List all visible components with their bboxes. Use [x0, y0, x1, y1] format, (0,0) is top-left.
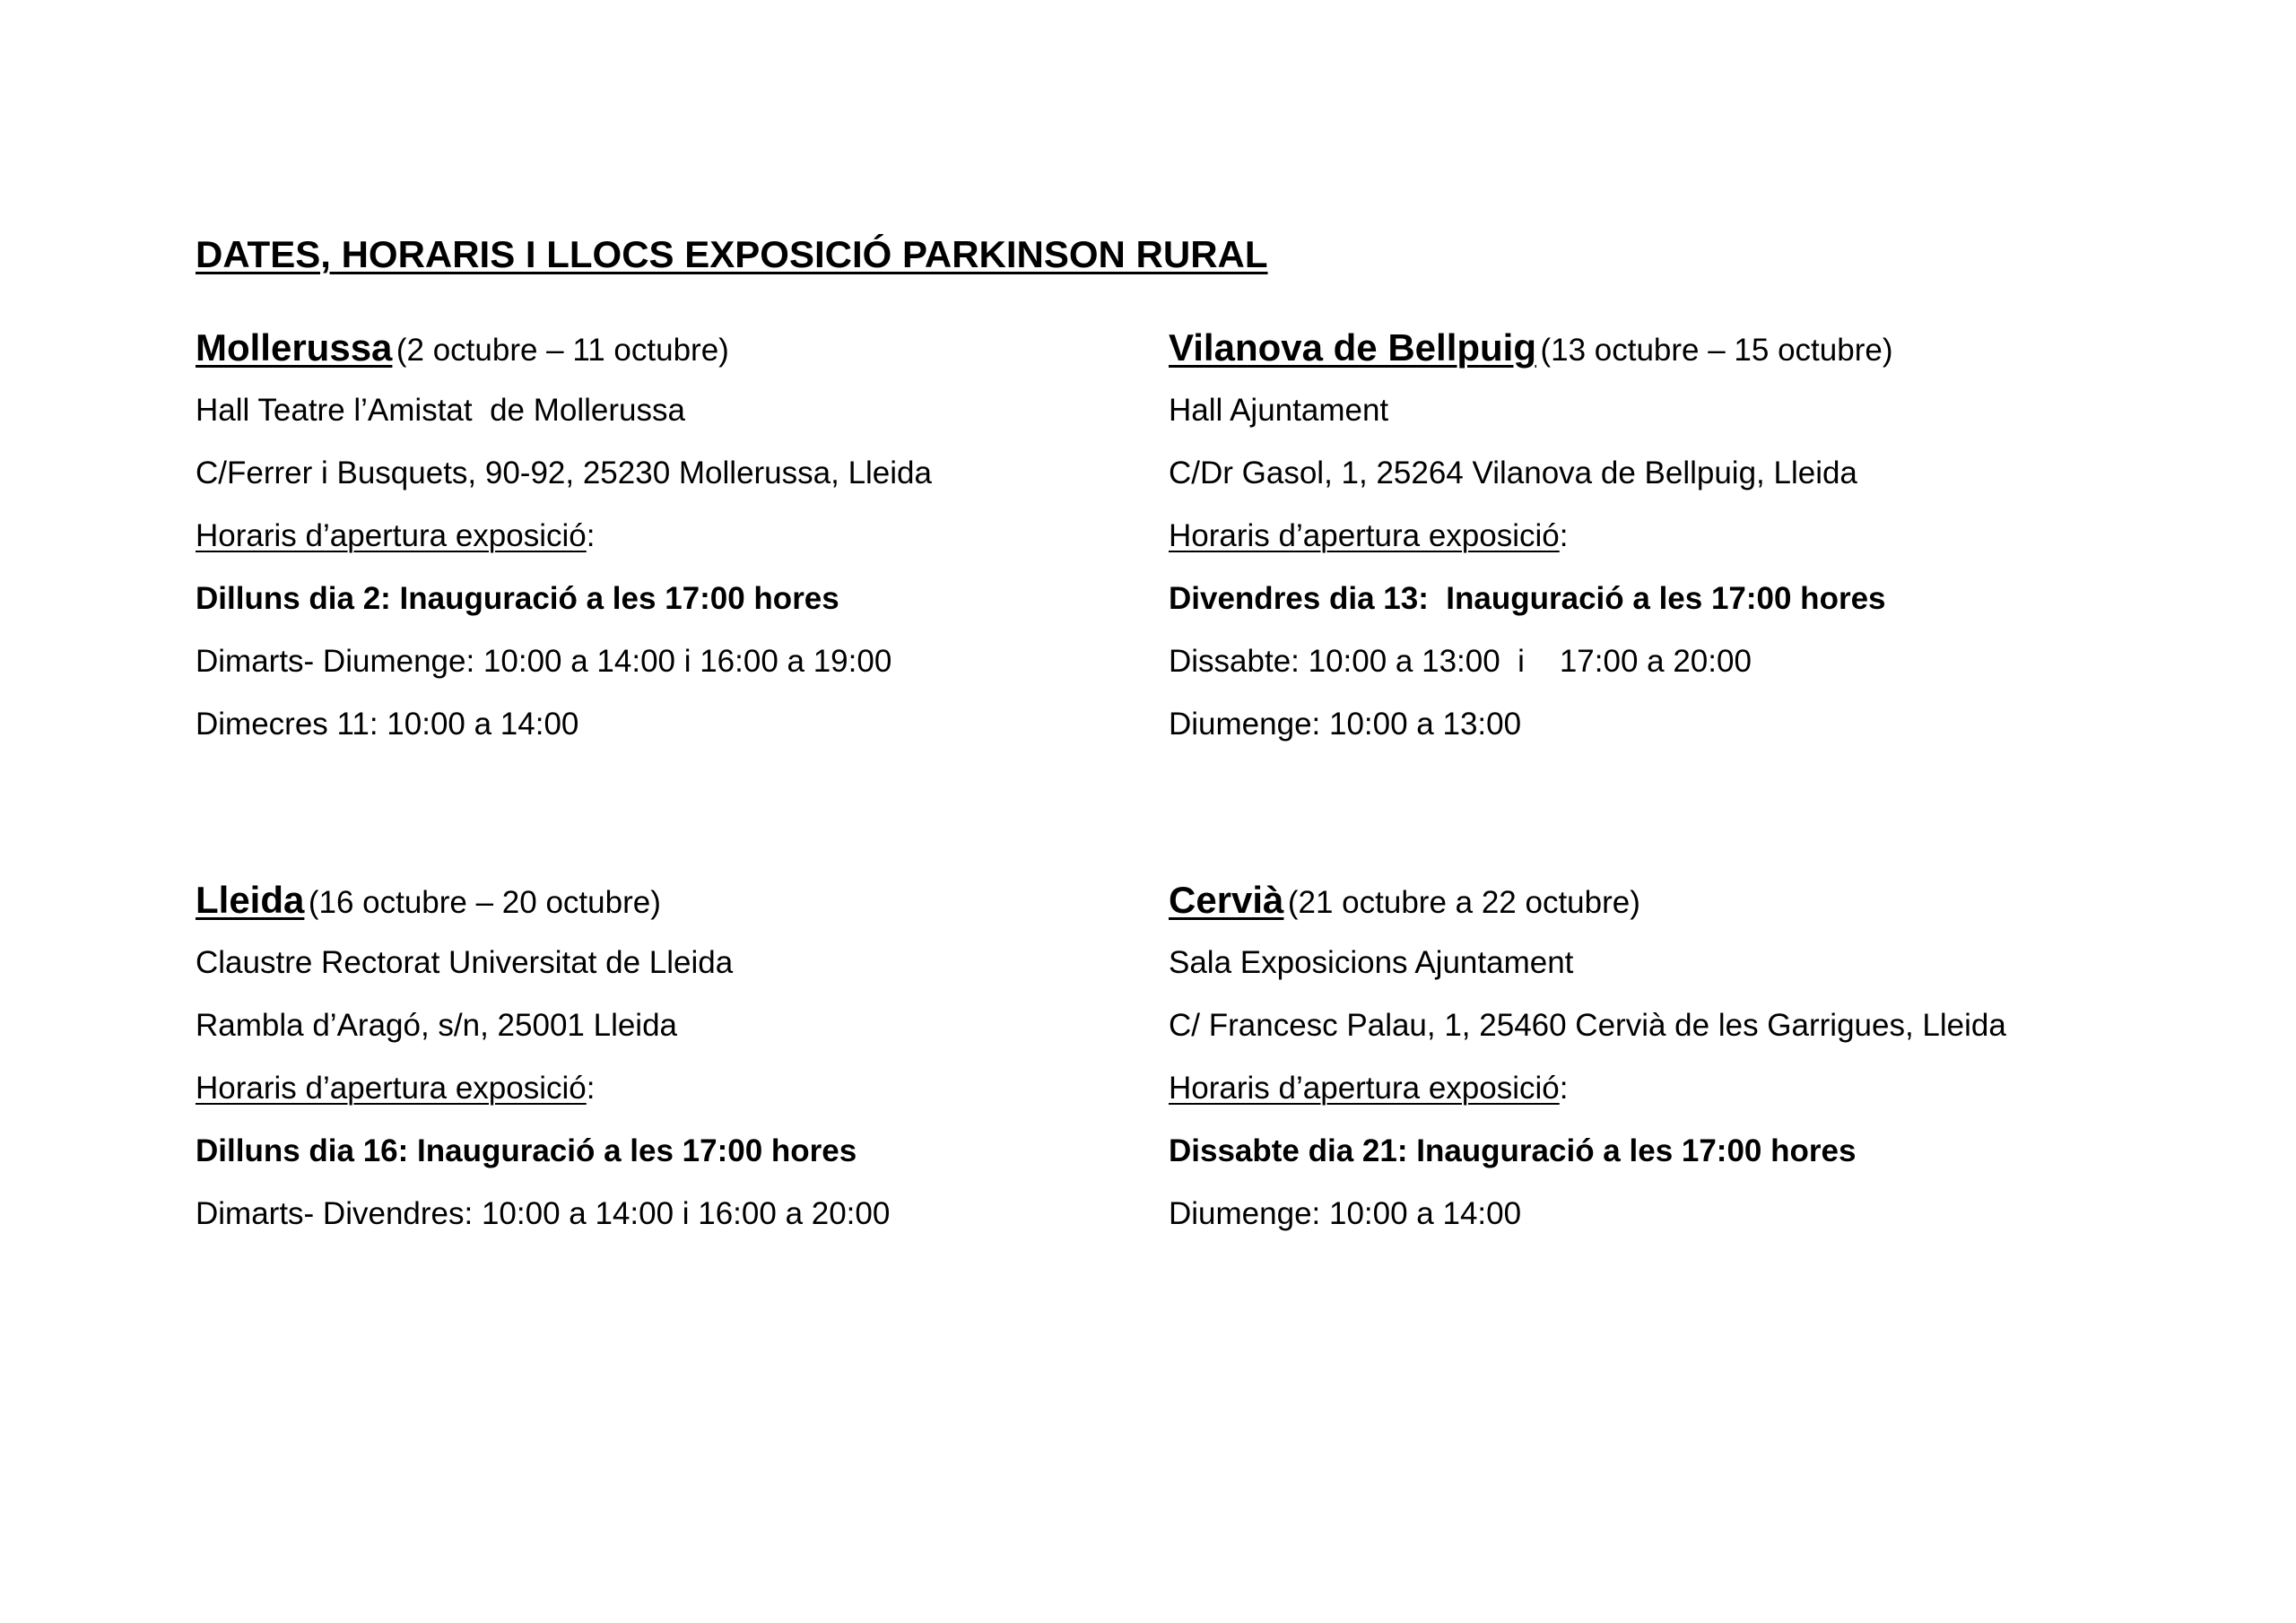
venue-name: Mollerussa	[196, 326, 393, 369]
venue-place: Hall Ajuntament	[1169, 393, 1389, 428]
hours-heading	[196, 1057, 1164, 1120]
venue-place: Claustre Rectorat Universitat de Lleida	[196, 945, 734, 980]
venue-schedule-line: Diumenge: 10:00 a 13:00	[1169, 707, 1522, 742]
venue-inauguration: Dissabte dia 21: Inauguració a les 17:00 hores	[1169, 1133, 1857, 1168]
venue-dates: (2 octubre – 11 octubre)	[396, 333, 729, 368]
venue-lleida	[196, 869, 1164, 1245]
hours-heading-label: Horaris d’apertura exposició	[1169, 518, 1560, 553]
venue-address: C/ Francesc Palau, 1, 25460 Cervià de les Garrigues, Lleida	[1169, 1008, 2006, 1043]
venue-inauguration: Divendres dia 13: Inauguració a les 17:00 hores	[1169, 581, 1886, 616]
venue-schedule-line: Dimarts- Diumenge: 10:00 a 14:00 i 16:00 a 19:00	[196, 644, 892, 679]
venue-schedule-line: Dimecres 11: 10:00 a 14:00	[196, 707, 579, 742]
venue-name: Vilanova de Bellpuig	[1169, 326, 1536, 369]
venue-cervia	[1169, 869, 2137, 1245]
venue-place: Sala Exposicions Ajuntament	[1169, 945, 1574, 980]
venue-header	[1169, 317, 2137, 379]
venue-name: Cervià	[1169, 879, 1284, 921]
venue-inauguration: Dilluns dia 2: Inauguració a les 17:00 hores	[196, 581, 839, 616]
venue-mollerussa	[196, 317, 1164, 756]
document-title: DATES, HORARIS I LLOCS EXPOSICIÓ PARKINSON RURAL	[196, 233, 1268, 275]
venue-header	[196, 317, 1164, 379]
hours-heading-colon: :	[586, 518, 596, 553]
venue-schedule-line: Dimarts- Divendres: 10:00 a 14:00 i 16:00 a 20:00	[196, 1196, 891, 1231]
venue-dates: (13 octubre – 15 octubre)	[1540, 333, 1893, 368]
venue-inauguration: Dilluns dia 16: Inauguració a les 17:00 hores	[196, 1133, 857, 1168]
hours-heading-label: Horaris d’apertura exposició	[196, 1071, 587, 1106]
hours-heading-colon: :	[586, 1071, 596, 1106]
venue-schedule-line: Dissabte: 10:00 a 13:00 i 17:00 a 20:00	[1169, 644, 1752, 679]
hours-heading-label: Horaris d’apertura exposició	[196, 518, 587, 553]
venue-header	[1169, 869, 2137, 932]
venue-address: C/Dr Gasol, 1, 25264 Vilanova de Bellpuig, Lleida	[1169, 456, 1857, 490]
hours-heading	[1169, 1057, 2137, 1120]
venue-name: Lleida	[196, 879, 305, 921]
venue-address: C/Ferrer i Busquets, 90-92, 25230 Mollerussa, Lleida	[196, 456, 932, 490]
hours-heading	[1169, 505, 2137, 568]
hours-heading-label: Horaris d’apertura exposició	[1169, 1071, 1560, 1106]
hours-heading-colon: :	[1559, 1071, 1569, 1106]
venue-dates: (21 octubre a 22 octubre)	[1287, 885, 1640, 920]
venue-header	[196, 869, 1164, 932]
venue-schedule-line: Diumenge: 10:00 a 14:00	[1169, 1196, 1522, 1231]
venue-dates: (16 octubre – 20 octubre)	[308, 885, 661, 920]
venue-address: Rambla d’Aragó, s/n, 25001 Lleida	[196, 1008, 678, 1043]
venue-place: Hall Teatre l’Amistat de Mollerussa	[196, 393, 685, 428]
hours-heading-colon: :	[1559, 518, 1569, 553]
venue-vilanova-de-bellpuig	[1169, 317, 2137, 756]
hours-heading	[196, 505, 1164, 568]
